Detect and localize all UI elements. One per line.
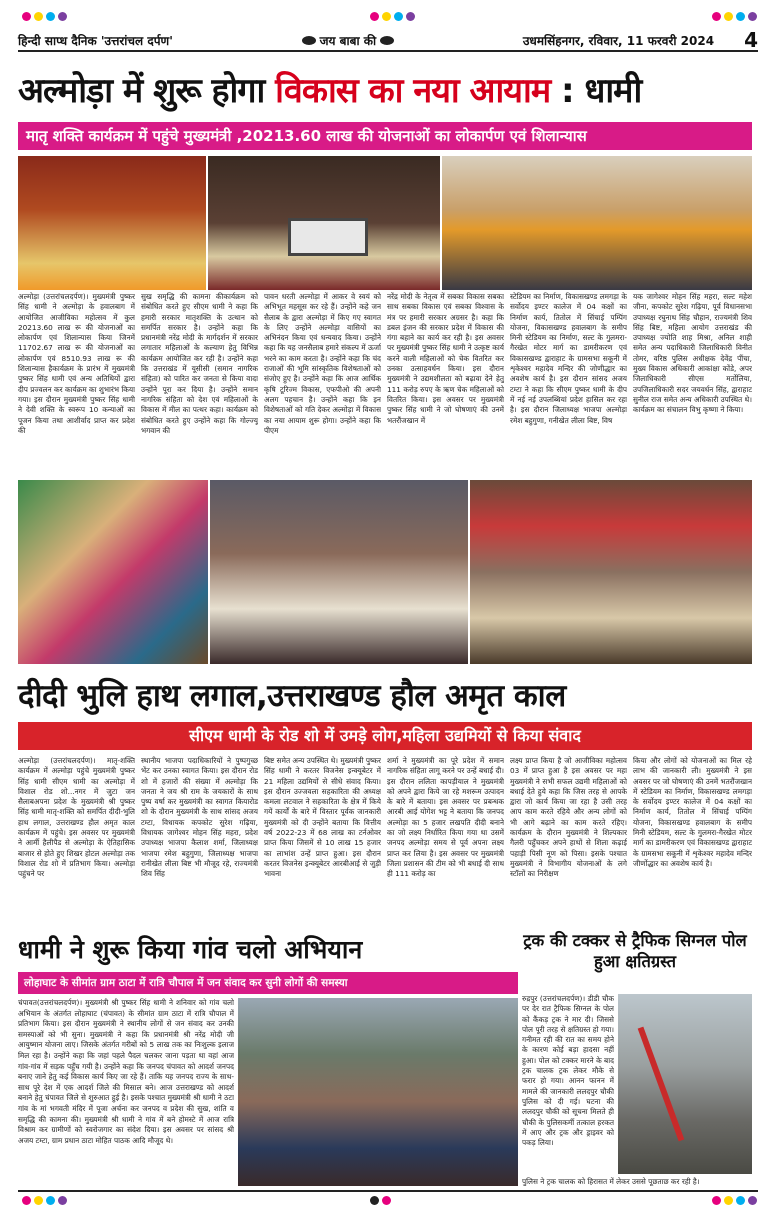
story1-subhead: मातृ शक्ति कार्यक्रम में पहुंचे मुख्यमंत्री ,20213.60 लाख की योजनाओं का लोकार्पण एवं शिलान्यास bbox=[18, 122, 752, 150]
corner-dots-top-right bbox=[712, 12, 757, 21]
story1-headline-part1: अल्मोड़ा में शुरू होगा bbox=[18, 71, 276, 111]
story1-headline bbox=[18, 64, 752, 118]
story4-headline: ट्रक की टक्कर से ट्रैफिक सिग्नल पोल हुआ क्षतिग्रस्त bbox=[523, 931, 747, 971]
signal-pole bbox=[638, 1027, 685, 1142]
color-dot bbox=[22, 12, 31, 21]
color-dot bbox=[748, 12, 757, 21]
story1-photo-stage bbox=[208, 156, 440, 290]
color-dot bbox=[382, 12, 391, 21]
story4-body: रुद्रपुर (उत्तरांचलदर्पण)। डीडी चौक पर देर रात ट्रैफिक सिग्नल के पोल को कैंकड़ ट्रक ने मार दी। जिससे पोल पूरी तरह से क्षतिग्रस्त हो गया। गनीमत रही की रात का समय होने के कारण कोई बड़ा हादसा नहीं हुआ। पोल को टक्कर मारने के बाद ट्रक चालक ट्रक लेकर मौके से फरार हो गया। आनन फानन में मामले की जानकारी ललदपुर चौकी पुलिस को दी गई। घटना की ललदपुर चौकी को सूचना मिलते ही चौकी के पुलिसकर्मी तत्काल हरकत में आए और ट्रक और ड्राइवर को पकड़ लिया। bbox=[522, 994, 614, 1148]
roadshow-photo-windows bbox=[18, 480, 208, 664]
story2-headline: दीदी भुलि हाथ लगाल,उत्तराखण्ड हौल अमृत काल bbox=[18, 678, 566, 714]
color-dot bbox=[712, 12, 721, 21]
story2-column-5: लक्ष्य प्राप्त किया है जो आजीविका महोत्सव 03 में प्राप्त हुआ है इस अवसर पर महा मुख्यमंत्री ने सभी सफल उद्यमी महिलाओं को बधाई देते हुये कहा कि जिस तरह से आपके द्वारा जो कार्य किया जा रहा है उसी तरह आप काम करते रहिये और अन्य लोगों को भी आगे बढ़ाने का काम करते रहिए। कार्यक्रम के दौरान मुख्यमंत्री ने शिल्पकार गैलरी पहुँचकर अपने हाथों से शिला कढ़ाई पहाड़ी पिसी नूण को पिसा। इसके पश्चात मुख्यमंत्री ने विभागीय योजनाओं के लगे स्टॉलों का निरीक्षण bbox=[510, 756, 627, 879]
dateline bbox=[523, 28, 758, 52]
color-dot bbox=[736, 1196, 745, 1205]
color-dot bbox=[370, 12, 379, 21]
masthead-bar bbox=[18, 30, 758, 52]
story2-column-2: स्थानीय भाजपा पदाधिकारियों ने पुष्पगुच्छ भेंट कर उनका स्वागत किया। इस दौरान रोड शो में हजारों की संख्या में अल्मोड़ा कि जनता ने जय श्री राम के जयकारों के साथ पुष्प वर्षा कर मुख्यमंत्री का स्वागत कियारोड शो के दौरान मुख्यमंत्री के साथ सांसद अजय टम्टा, विधायक कपकोट सुरेश गढ़िया, विधायक जागेश्वर मोहन सिंह महरा, प्रदेश उपाध्यक्ष भाजपा कैलाश शर्मा, जिलाध्यक्ष भाजपा रमेश बहुगुणा, जिलाध्यक्ष भाजपा रानीखेत लीला बिष्ट भी मौजूद रहे, राज्यमंत्री शिव सिंह bbox=[141, 756, 258, 879]
story2-column-4: शर्मा ने मुख्यमंत्री का पूरे प्रदेश में समान नागरिक संहिता लागू करने पर उन्हें बधाई दी। इस दौरान ललिता कापड़ीयाल ने मुख्यमंत्री को अपने द्वारा किये जा रहे मशरूम उत्पादन के बारे में बताया। इस अवसर पर प्रबन्धक आरबी आई योगेश भट्ट ने बताया कि जनपद अल्मोड़ा का 5 हजार लखपति दीदी बनाने का जो लक्ष्य निर्धारित किया गया था उसमें जनपद अल्मोड़ा समय से पूर्व अपना लक्ष्य प्राप्त कर लिया है। इस अवसर पर मुख्यमंत्री जिला प्रशासन की टीम को भी बधाई दी साथ ही 111 करोड़ का bbox=[387, 756, 504, 879]
slogan-text: जय बाबा की bbox=[319, 33, 377, 48]
story2-column-3: बिष्ट समेत अन्य उपस्थित थे। मुख्यमंत्री पुष्कर सिंह धामी ने करतर विजनेस इन्क्यूबेटर में 21 महिला उद्यमियों से सीधे संवाद किया। इस दौरान उज्जवला सहकारिता की अध्यक्ष कमला लटवाल ने सहकारिता के क्षेत्र में किये गयें कार्यों के बारे में विस्तार पूर्वक जानकारी मुख्यमंत्री को दी उन्होंने बताया कि वित्तीय वर्ष 2022-23 में 68 लाख का टर्नओवर प्राप्त किया जिसमें से 10 लाख 15 हजार का लाभांश उन्हें प्राप्त हुआ। इस दौरान करतर विजनेस इन्क्यूबेटर आरबीआई से जुड़ी भावना bbox=[264, 756, 381, 879]
color-dot bbox=[22, 1196, 31, 1205]
ornament-icon bbox=[302, 36, 316, 45]
color-dot bbox=[58, 1196, 67, 1205]
color-dot bbox=[724, 1196, 733, 1205]
story1-photo-speech bbox=[18, 156, 206, 290]
corner-dots-top-left bbox=[22, 12, 67, 21]
story1-photo-garlands bbox=[442, 156, 752, 290]
story3-photo-chaupal bbox=[238, 998, 518, 1186]
color-dot bbox=[370, 1196, 379, 1205]
color-dot bbox=[34, 1196, 43, 1205]
story2-subhead: सीएम धामी के रोड शो में उमड़े लोग,महिला उद्यमियों से किया संवाद bbox=[18, 722, 752, 750]
story1-column-6: यक जागेश्वर मोहन सिंह महरा, सल्ट महेश जीना, कपकोट सुरेश गढ़िया, पूर्व विधानसभा उपाध्यक्ष रघुनाथ सिंह चौहान, राज्यमंत्री शिव सिंह बिष्ट, महिला आयोग उत्तराखंड की उपाध्यक्ष ज्योति शाह मिश्रा, अनिल शाही समेत अन्य पदाधिकारी जिलाधिकारी विनीत तोमर, वरिष्ठ पुलिस अधीक्षक देवेंद्र पींचा, मुख्य विकास अधिकारी आकांक्षा कोंडे, अपर जिलाधिकारी सीएस मर्तोलिया, उपजिलाधिकारी सदर जयवर्धन सिंह, द्वाराहाट सुनील राज समेत अन्य अधिकारी उपस्थित थे। कार्यक्रम का संचालन विभु कृष्णा ने किया। bbox=[633, 292, 752, 415]
corner-dots-bottom-left bbox=[22, 1196, 67, 1205]
story1-body bbox=[18, 292, 752, 476]
color-dot bbox=[406, 12, 415, 21]
story1-column-4: नरेंद्र मोदी के नेतृत्व में सबका विकास सबका साथ सबका विकास एवं सबका विश्वास के मंत्र पर हमारी सरकार अग्रसर है। कहा कि डबल इंजन की सरकार प्रदेश में विकास की गंगा बहाने का कार्य कर रही है। इस अवसर पर मुख्यमंत्री पुष्कर सिंह धामी ने उत्कृष्ट कार्य करने वाली महिलाओं को चेक वितरित कर उनका उत्साहवर्धन किया। इस दौरान मुख्यमंत्री ने उद्यमशीलता को बढ़ावा देने हेतु 111 करोड़ रुपए के ऋण चेक महिलाओं को वितरित किया। इस अवसर पर मुख्यमंत्री पुष्कर सिंह धामी ने जो घोषणाएं की उनमें भतरौंजखान में bbox=[387, 292, 504, 425]
story1-column-1: अल्मोड़ा (उत्तरांचलदर्पण)। मुख्यमंत्री पुष्कर सिंह धामी ने अल्मोड़ा के हवालबाग में आयोजित आजीविका महोत्सव में कुल 20213.60 लाख रू की योजनाओं का लोकार्पण एवं शिलान्यास किया जिनमें 11702.67 लाख रू की योजनाओं का लोकार्पण एवं 8510.93 लाख रू की शिलान्यास हैकार्यक्रम के प्रारंभ में मुख्यमंत्री पुष्कर सिंह धामी एवं अन्य अतिथियों द्वारा दीप प्रज्वलन कर कार्यक्रम का शुभारंभ किया गया। इस दौरान मुख्यमंत्री पुष्कर सिंह धामी ने देवी शक्ति के स्वरूप 10 कन्याओं का पूजन किया तथा आशीर्वाद प्राप्त कर प्रदेश की bbox=[18, 292, 135, 435]
story1-column-3: पावन धरती अल्मोड़ा में आकर वे स्वयं को अभिभूत महसूस कर रहे हैं। उन्होंने कहे जन सैलाब के द्वारा अल्मोड़ा में किए गए स्वागत के लिए उन्होंने अल्मोड़ा वासियों का अभिनंदन किया एवं धन्यवाद किया। उन्होंने कहा कि यह जनसैलाब हमारे संकल्प में ऊर्जा भरने का काम करता है। उन्होंने कहा कि चंद राजाओं की भूमि सांस्कृतिक विशेषताओं को संजोए हुए है। उन्होंने कहा कि आज आर्थिक कृषि टूरिज्म विकास, एफपीओ की अपनी अलग पहचान है। उन्होंने कहा कि इन विशेषताओं को गति देकर अल्मोड़ा में विकास का नया आयाम शुरू होगा। उन्होंने कहा कि पीएम bbox=[264, 292, 381, 435]
color-dot bbox=[382, 1196, 391, 1205]
color-dot bbox=[748, 1196, 757, 1205]
paper-name: हिन्दी साप्ध दैनिक 'उत्तरांचल दर्पण' bbox=[18, 33, 173, 48]
story1-column-2: सुख समृद्धि की कामना कीकार्यक्रम को संबोधित करते हुए सीएम धामी ने कहा कि हमारी सरकार मातृशक्ति के उत्थान को समर्पित सरकार है। उन्होंने कहा कि प्रधानमंत्री नरेंद्र मोदी के मार्गदर्शन में सरकार लगातार महिलाओं के कल्याण हेतु विभिन्न कार्यक्रम आयोजित कर रही है। उन्होंने कहा कि उत्तराखंड में यूसीसी (समान नागरिक संहिता) को पारित कर जनता से किया वादा उन्होंने पूरा कर दिया है। उन्होंने समान नागरिक संहिता को देश एवं महिलाओं के विकास में मील का पत्थर कहा। कार्यक्रम को संबोधित करते हुए उन्होंने कहा कि गोल्ज्यू भगवान की bbox=[141, 292, 258, 435]
color-dot bbox=[46, 12, 55, 21]
color-dot bbox=[736, 12, 745, 21]
story2-column-1: अल्मोड़ा (उत्तरांचलदर्पण)। मातृ-शक्ति कार्यक्रम में अल्मोड़ा पहुंचे मुख्यमंत्री पुष्कर सिंह धामी सीएम धामी का अल्मोड़ा में विशाल रोड शो...नगर में जुटा जन सैलाबअपना प्रदेश के मुख्यमंत्री श्री पुष्कर सिंह धामी मातृ-शक्ति को समर्पित दीदी-भुलि हाथ लगाल, उत्तराखण्ड हौल अमृत काल कार्यक्रम में पहुंचे। इस अवसर पर मुख्यमंत्री ने आर्मी हैलीपैड से अल्मोड़ा के ऐतिहासिक बाजार से होते हुए शिखर होटल अल्मोड़ा तक विशाल रोड शो में प्रतिभाग किया। अल्मोड़ा पहुंचने पर bbox=[18, 756, 135, 879]
story4-photo-signal-pole bbox=[618, 994, 752, 1174]
ornament-icon bbox=[380, 36, 394, 45]
story3-subhead: लोहाघाट के सीमांत ग्राम ठाटा में रात्रि चौपाल में जन संवाद कर सुनी लोगों की समस्या bbox=[18, 972, 518, 994]
color-dot bbox=[712, 1196, 721, 1205]
plaque bbox=[288, 218, 368, 256]
story1-headline-part3: : धामी bbox=[550, 71, 642, 111]
page-number: 4 bbox=[744, 28, 758, 52]
story1-column-5: स्टेडियम का निर्माण, विकासखण्ड लमगड़ा के सर्वोदय इण्टर कालेज में 04 कक्षों का निर्माण कार्य, तितोल में सिंचाई पम्पिंग योजना, विकासखण्ड हवालबाग के समीप मिनी स्टेडियम का निर्माण, सल्ट के गुलमरा-गैरखेत मोटर मार्ग का डामरीकरण एवं विकासखण्ड द्वाराहाट के ग्रामसभा सकूनी में शृकेश्वर महादेव मन्दिर की जोणीद्धार का अवशेष कार्य है। इस दौरान सांसद अजय टम्टा ने कहा कि सीएम पुष्कर धामी के दीप में नई नई उपलब्धियां प्रदेश हासिल कर रहा है। इस दौरान जिलाध्यक्ष भाजपा अल्मोड़ा रमेश बहुगुणा, गनीखेत लीला बिष्ट, विष bbox=[510, 292, 627, 425]
story2-column-6: किया और लोगों को योजनाओं का मिल रहे लाभ की जानकारी ली। मुख्यमंत्री ने इस अवसर पर जो घोषणाएं की उनमें भतरौंजखान में स्टेडियम का निर्माण, विकासखण्ड लमगड़ा के सर्वोदय इण्टर कालेज में 04 कक्षों का निर्माण कार्य, तितोल में सिंचाई पम्पिंग योजना, विकासखण्ड हवालबाग के समीप मिनी स्टेडियम, सल्ट के गुलमरा-गैरखेत मोटर मार्ग का डामरीकरण एवं विकासखण्ड द्वाराहाट के ग्रामसभा सकूनी में शृकेश्वर महादेव मन्दिर जीर्णोद्धार का अवशेष कार्य है। bbox=[633, 756, 752, 868]
slogan bbox=[302, 32, 394, 49]
story3-headline: धामी ने शुरू किया गांव चलो अभियान bbox=[18, 935, 363, 964]
roadshow-photo-street bbox=[470, 480, 752, 664]
corner-dots-bottom-right bbox=[712, 1196, 757, 1205]
color-dot bbox=[394, 12, 403, 21]
story4-tail: पुलिस ने ट्रक चालक को हिरासत में लेकर उससे पूछताछ कर रही है। bbox=[522, 1177, 700, 1186]
roadshow-photo-crowd bbox=[210, 480, 468, 664]
story3-body: चंपावत(उत्तरांचलदर्पण)। मुख्यमंत्री श्री पुष्कर सिंह धामी ने शनिवार को गांव चलो अभियान के अंतर्गत लोहाघाट (चंपावत) के सीमांत ग्राम ठाटा में रात्रि चौपाल में प्रतिभाग किया। इस दौरान मुख्यमंत्री ने स्थानीय लोगों से जन संवाद कर उनकी समस्याओं को भी सुना। मुख्यमंत्री ने कहा कि प्रधानमंत्री श्री नरेंद्र मोदी जी आयुष्मान योजना लाए। जिसके अंतर्गत गरीबों को 5 लाख तक का निःशुल्क इलाज मिल रहा है। उन्होंने कहा कि जहां पहले पैदल चलकर जाना पड़ता था वहां आज गांव-गांव में सड़क पहुँच गयी है। उन्होंने कहा कि जनपद चंपावत को आदर्श जनपद बनाए जाने हेतु कई विकास कार्य किए जा रहे हैं। ताकि यह जनपद राज्य के साथ- साथ पूरे देश में एक आदर्श जिले की मिसाल बने। आज उत्तराखण्ड को आदर्श बनाने हेतु चंपावत जिले से शुरुआत हुई है। इसके पश्चात मुख्यमंत्री श्री धामी ने ठटा गांव के मां भगवती मंदिर में पूजा अर्चना कर जनपद व प्रदेश की सुख, शांति व समृद्धि की कामना की। मुख्यमंत्री श्री धामी ने गांव में बने होमस्टे में आज रात्रि विश्राम कर ग्रामीणों को स्वरोजगार का संदेश दिया। इस अवसर पर सांसद श्री अजय टम्टा, ग्राम प्रधान ठाटा मोहित पाठक आदि मौजूद थे। bbox=[18, 998, 234, 1145]
corner-dots-top-center bbox=[370, 12, 415, 21]
dateline-text: उधमसिंहनगर, रविवार, 11 फरवरी 2024 bbox=[522, 33, 715, 48]
color-dot bbox=[724, 12, 733, 21]
color-dot bbox=[46, 1196, 55, 1205]
corner-dots-bottom-center bbox=[370, 1196, 391, 1205]
story2-body bbox=[18, 756, 752, 924]
color-dot bbox=[34, 12, 43, 21]
color-dot bbox=[58, 12, 67, 21]
story1-headline-part2: विकास का नया आयाम bbox=[275, 71, 551, 111]
